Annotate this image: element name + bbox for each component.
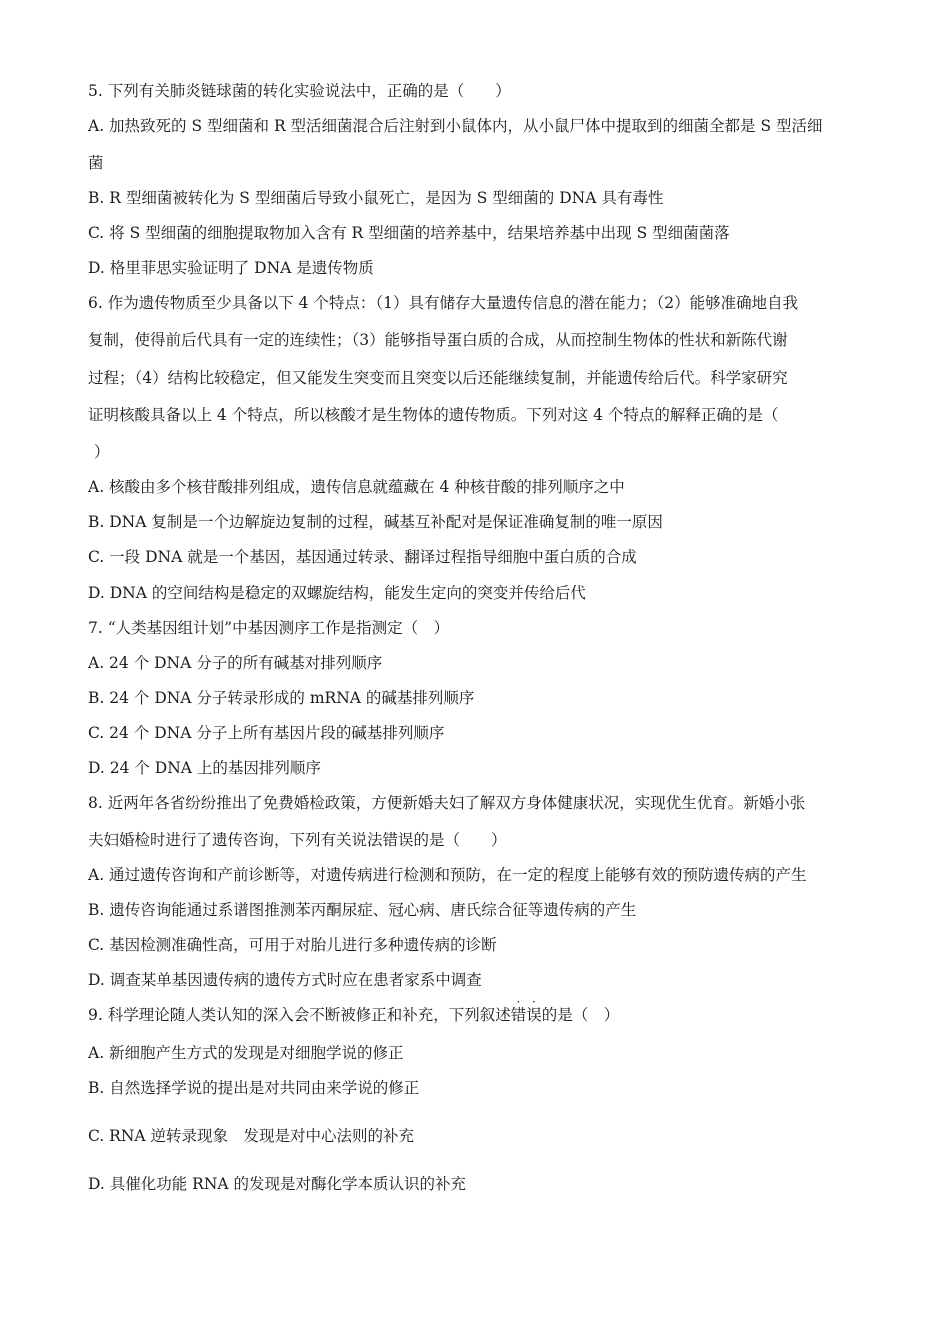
q5-option-a-line1: A. 加热致死的 S 型细菌和 R 型活细菌混合后注射到小鼠体内，从小鼠尸体中提取到的细菌全都是 S 型活细: [88, 117, 823, 135]
emphasis-dot: ·: [532, 995, 536, 1009]
q5-option-c: C. 将 S 型细菌的细胞提取物加入含有 R 型细菌的培养基中，结果培养基中出现 S 型细菌菌落: [88, 224, 730, 242]
q9-stem: [88, 995, 878, 1025]
q6-option-d: D. DNA 的空间结构是稳定的双螺旋结构，能发生定向的突变并传给后代: [88, 584, 586, 602]
q6-stem-line3: 过程；（4）结构比较稳定，但又能发生突变而且突变以后还能继续复制，并能遗传给后代。科学家研究: [88, 369, 788, 387]
q6-stem-line5: ）: [94, 443, 110, 461]
q6-option-b: B. DNA 复制是一个边解旋边复制的过程，碱基互补配对是保证准确复制的唯一原因: [88, 513, 663, 531]
q6-stem-line1: 6. 作为遗传物质至少具备以下 4 个特点：（1）具有储存大量遗传信息的潜在能力；（2）能够准确地自我: [88, 294, 799, 312]
q5-option-d: D. 格里菲思实验证明了 DNA 是遗传物质: [88, 259, 374, 277]
q9-option-c: C. RNA 逆转录现象 发现是对中心法则的补充: [88, 1127, 415, 1145]
q9-option-d: D. 具催化功能 RNA 的发现是对酶化学本质认识的补充: [88, 1175, 467, 1193]
q6-stem-line4: 证明核酸具备以上 4 个特点，所以核酸才是生物体的遗传物质。下列对这 4 个特点的解释正确的是（: [88, 406, 779, 424]
q8-option-d: D. 调查某单基因遗传病的遗传方式时应在患者家系中调查: [88, 971, 482, 989]
q9-emphasized-word: 错误: [510, 1006, 542, 1024]
q8-option-a: A. 通过遗传咨询和产前诊断等，对遗传病进行检测和预防，在一定的程度上能够有效的预防遗传病的产生: [88, 866, 807, 884]
q8-option-b: B. 遗传咨询能通过系谱图推测苯丙酮尿症、冠心病、唐氏综合征等遗传病的产生: [88, 901, 637, 919]
emphasis-dot: ·: [516, 995, 521, 1009]
q7-option-b: B. 24 个 DNA 分子转录形成的 mRNA 的碱基排列顺序: [88, 689, 475, 707]
q9-option-b: B. 自然选择学说的提出是对共同由来学说的修正: [88, 1079, 420, 1097]
q6-stem-line2: 复制，使得前后代具有一定的连续性；（3）能够指导蛋白质的合成，从而控制生物体的性状和新陈代谢: [88, 331, 788, 349]
emphasis-dots: [511, 997, 542, 1007]
q6-option-a: A. 核酸由多个核苷酸排列组成，遗传信息就蕴藏在 4 种核苷酸的排列顺序之中: [88, 478, 625, 496]
q8-stem-line1: 8. 近两年各省纷纷推出了免费婚检政策，方便新婚夫妇了解双方身体健康状况，实现优生优育。新婚小张: [88, 794, 806, 812]
q9-stem-before: 9. 科学理论随人类认知的深入会不断被修正和补充，下列叙述: [88, 1006, 511, 1024]
q7-option-c: C. 24 个 DNA 分子上所有基因片段的碱基排列顺序: [88, 724, 445, 742]
q9-option-a: A. 新细胞产生方式的发现是对细胞学说的修正: [88, 1044, 404, 1062]
q5-stem: 5. 下列有关肺炎链球菌的转化实验说法中，正确的是（ ）: [88, 82, 511, 100]
q5-option-a-line2: 菌: [88, 154, 104, 172]
q5-option-b: B. R 型细菌被转化为 S 型细菌后导致小鼠死亡，是因为 S 型细菌的 DNA 具有毒性: [88, 189, 664, 207]
q8-option-c: C. 基因检测准确性高，可用于对胎儿进行多种遗传病的诊断: [88, 936, 497, 954]
q9-stem-emphasis: [510, 995, 542, 1024]
q7-option-a: A. 24 个 DNA 分子的所有碱基对排列顺序: [88, 654, 383, 672]
q7-option-d: D. 24 个 DNA 上的基因排列顺序: [88, 759, 321, 777]
q7-stem: 7. “人类基因组计划”中基因测序工作是指测定（ ）: [88, 619, 450, 637]
q6-option-c: C. 一段 DNA 就是一个基因，基因通过转录、翻译过程指导细胞中蛋白质的合成: [88, 548, 637, 566]
q9-stem-after: 的是（ ）: [541, 1006, 620, 1024]
q8-stem-line2: 夫妇婚检时进行了遗传咨询，下列有关说法错误的是（ ）: [88, 831, 507, 849]
